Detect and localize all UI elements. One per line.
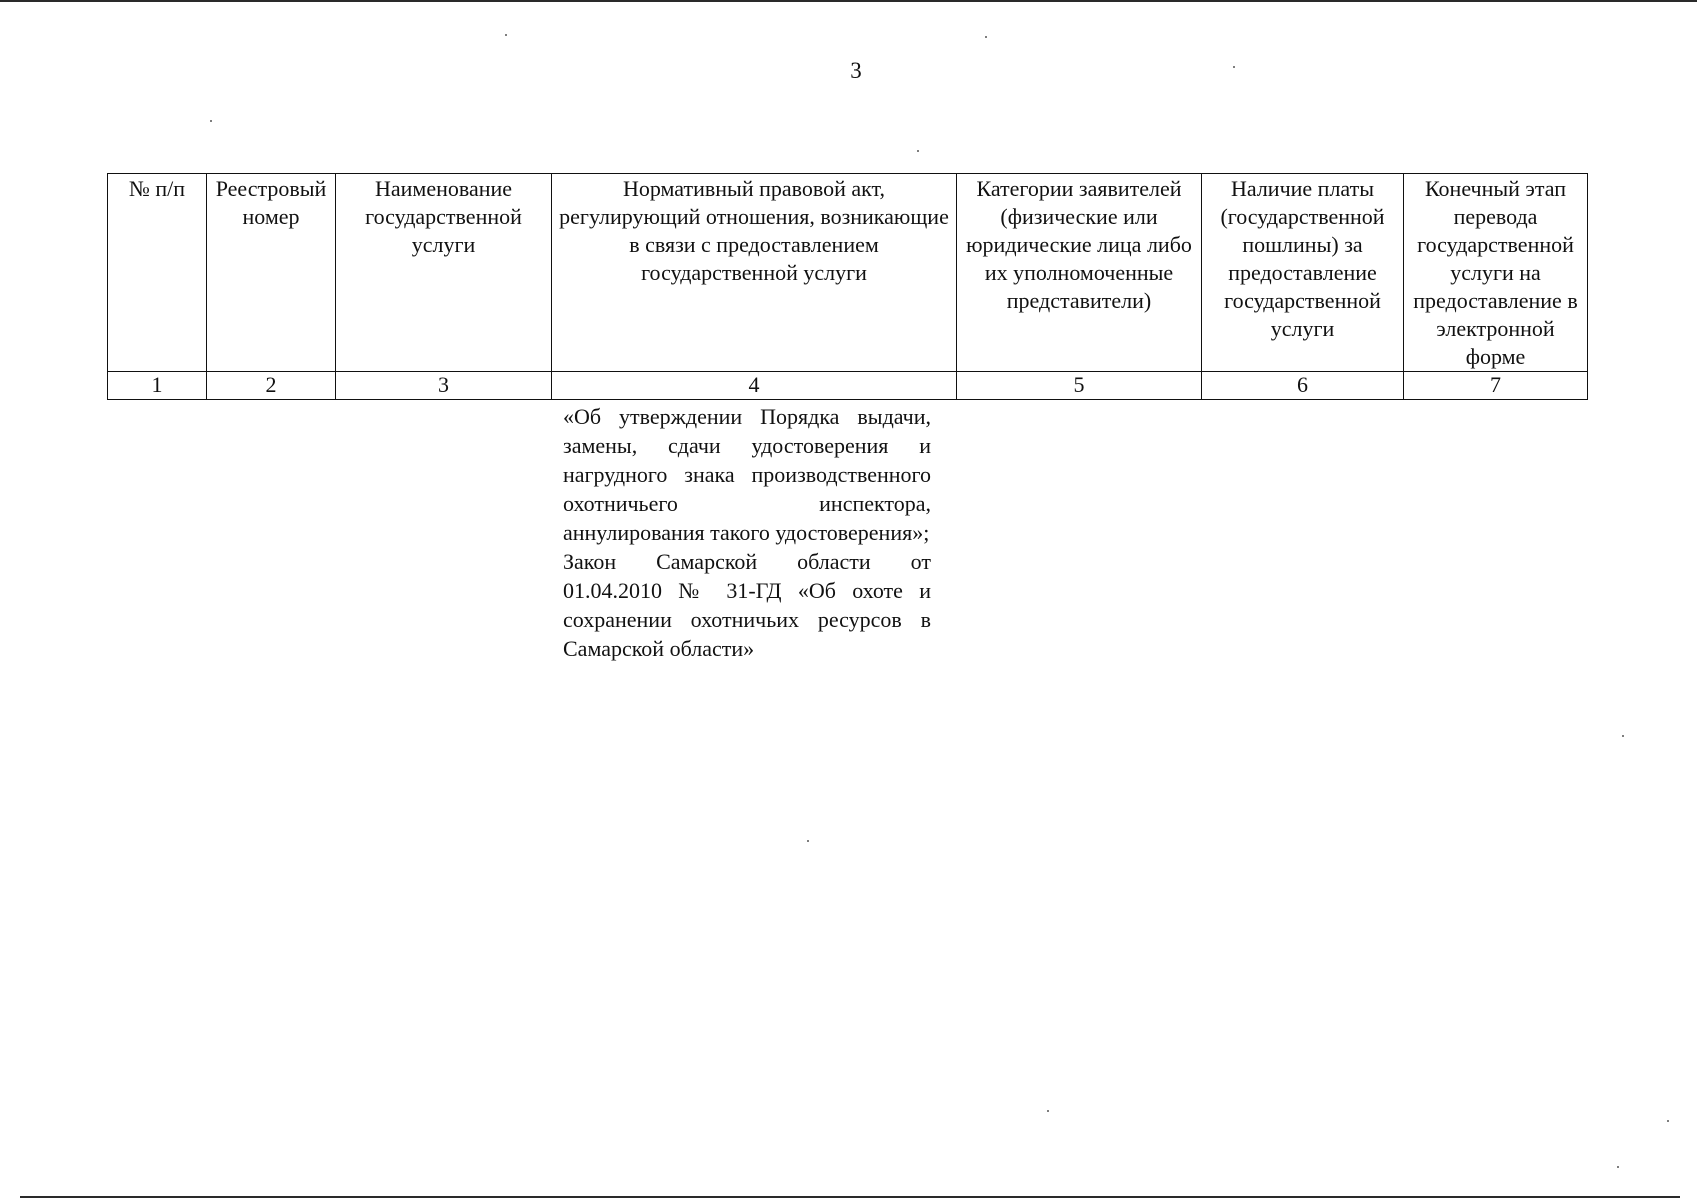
scan-speck [210, 120, 212, 122]
table-header-row [108, 174, 1588, 372]
header-service-name: Наименование государственной услуги [336, 174, 552, 372]
header-legal-act: Нормативный правовой акт, регулирующий отношения, возникающие в связи с предоставлением государственной услуги [552, 174, 957, 372]
header-final-stage: Конечный этап перевода государственной услуги на предоставление в электронной форме [1404, 174, 1588, 372]
header-number: № п/п [108, 174, 207, 372]
page-number: 3 [850, 58, 862, 83]
column-number-4: 4 [552, 372, 957, 400]
scan-speck [505, 34, 507, 36]
column-number-3: 3 [336, 372, 552, 400]
scan-speck [985, 36, 987, 38]
continuation-paragraph: Закон Самарской области от 01.04.2010 № 31-ГД «Об охоте и сохранении охотничьих ресурсов в Самарской области» [563, 549, 931, 661]
continuation-paragraph: «Об утверждении Порядка выдачи, замены, сдачи удостоверения и нагрудного знака производственного охотничьего инспектора, аннулирования такого удостоверения»; [563, 404, 931, 545]
column-number-5: 5 [957, 372, 1202, 400]
scan-speck [1667, 1120, 1669, 1122]
header-registry-number: Реестровый номер [207, 174, 336, 372]
header-applicant-categories: Категории заявителей (физические или юридические лица либо их уполномоченные представители) [957, 174, 1202, 372]
scan-edge-top [0, 0, 1697, 2]
scan-speck [807, 840, 809, 842]
services-table [107, 173, 1588, 400]
scan-speck [917, 150, 919, 152]
column-number-7: 7 [1404, 372, 1588, 400]
scan-speck [1233, 66, 1235, 68]
scan-speck [1047, 1110, 1049, 1112]
header-fee: Наличие платы (государственной пошлины) за предоставление государственной услуги [1202, 174, 1404, 372]
column-number-6: 6 [1202, 372, 1404, 400]
column-number-row [108, 372, 1588, 400]
column-number-2: 2 [207, 372, 336, 400]
scan-speck [1617, 1166, 1619, 1168]
scan-speck [1622, 735, 1624, 737]
scan-edge-bottom [20, 1196, 1680, 1198]
legal-act-continuation [563, 402, 931, 663]
column-number-1: 1 [108, 372, 207, 400]
